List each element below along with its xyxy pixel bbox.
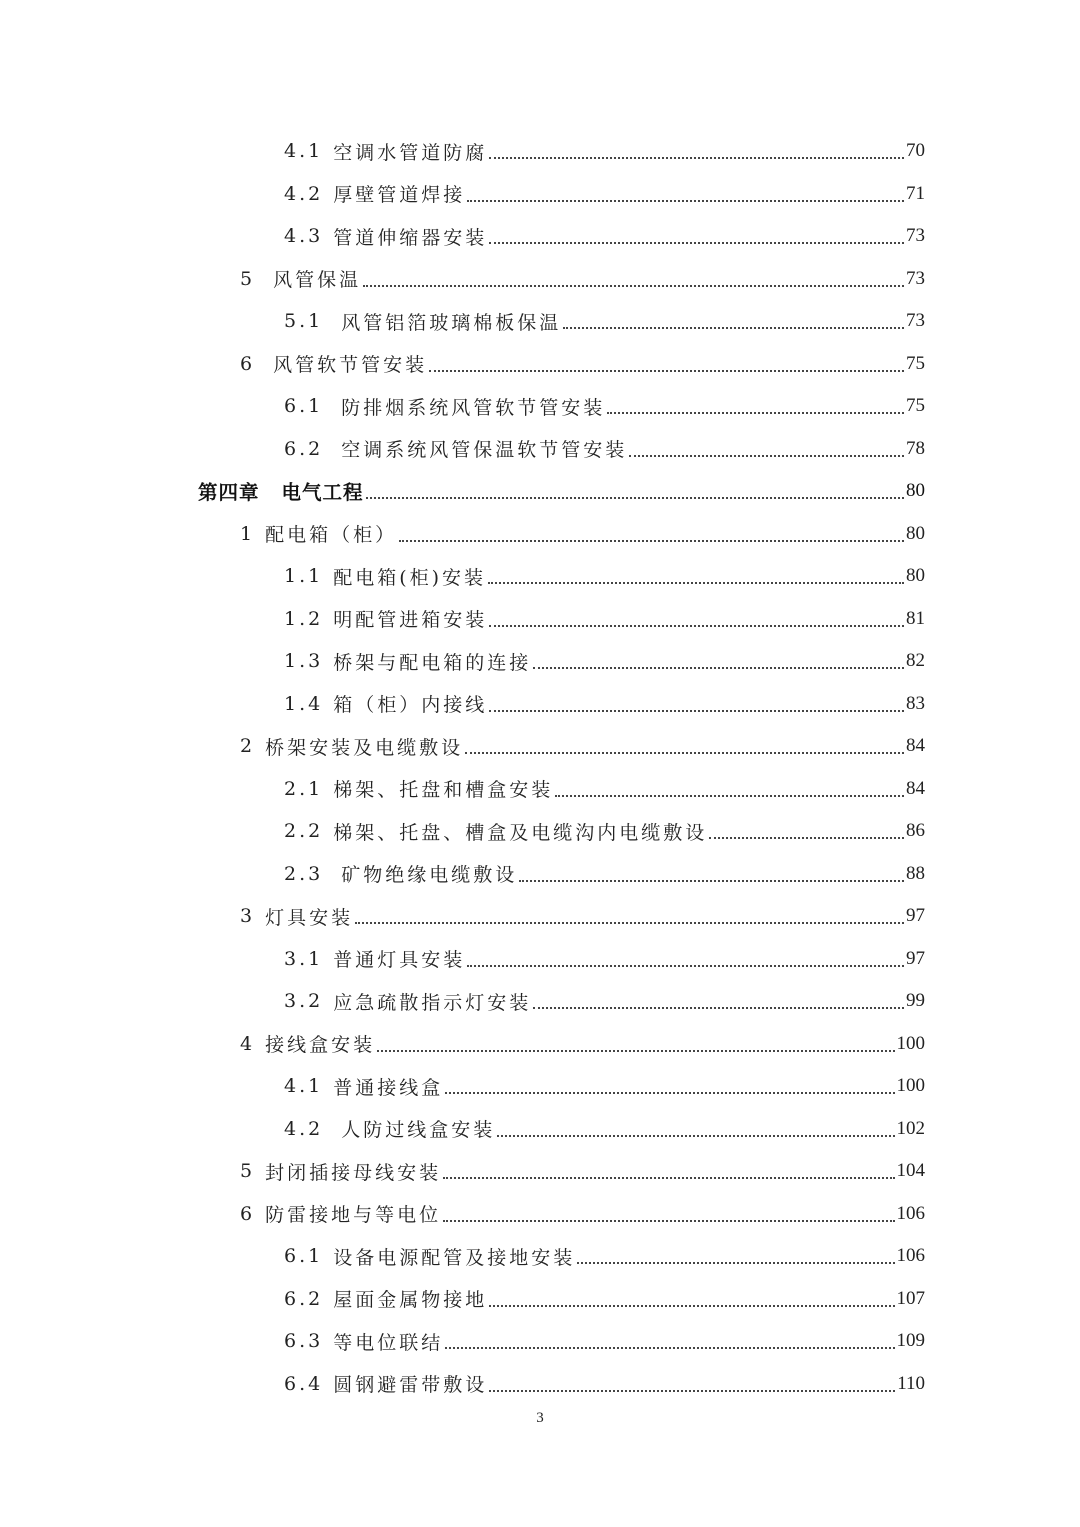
toc-entry-title: 风管铝箔玻璃棉板保温 bbox=[341, 311, 562, 334]
toc-entry-page: 110 bbox=[897, 1372, 925, 1394]
toc-entry-title: 矿物绝缘电缆敷设 bbox=[341, 864, 518, 887]
toc-dot-leader bbox=[445, 1092, 894, 1094]
toc-dot-leader bbox=[629, 455, 904, 457]
toc-dot-leader bbox=[355, 922, 904, 924]
toc-entry bbox=[0, 1108, 925, 1151]
toc-entry-title: 配电箱(柜)安装 bbox=[333, 566, 487, 589]
toc-entry-page: 73 bbox=[906, 310, 925, 332]
toc-entry bbox=[0, 1278, 925, 1321]
toc-entry-number: 1.4 bbox=[284, 692, 324, 715]
toc-dot-leader bbox=[489, 1305, 894, 1307]
toc-entry-page: 81 bbox=[906, 607, 925, 629]
toc-dot-leader bbox=[465, 752, 904, 754]
toc-entry bbox=[0, 555, 925, 598]
toc-entry bbox=[0, 768, 925, 811]
toc-entry-page: 102 bbox=[896, 1117, 925, 1139]
toc-entry-page: 73 bbox=[906, 267, 925, 289]
toc-entry bbox=[0, 343, 925, 386]
toc-dot-leader bbox=[497, 1135, 894, 1137]
toc-entry-number: 4.3 bbox=[284, 225, 324, 248]
toc-entry-page: 71 bbox=[906, 182, 925, 204]
toc-entry-page: 75 bbox=[906, 352, 925, 374]
toc-dot-leader bbox=[467, 200, 904, 202]
toc-entry-page: 106 bbox=[896, 1202, 925, 1224]
toc-entry-number: 5 bbox=[240, 267, 256, 290]
toc-dot-leader bbox=[377, 1050, 894, 1052]
toc-entry-page: 109 bbox=[896, 1330, 925, 1352]
toc-entry bbox=[0, 810, 925, 853]
toc-entry-page: 82 bbox=[906, 650, 925, 672]
toc-entry-title: 防排烟系统风管软节管安装 bbox=[341, 396, 606, 419]
toc-chapter-entry bbox=[0, 470, 925, 513]
toc-entry-page: 97 bbox=[906, 905, 925, 927]
toc-entry-title: 接线盒安装 bbox=[265, 1034, 376, 1057]
toc-dot-leader bbox=[489, 1390, 895, 1392]
toc-entry-title: 防雷接地与等电位 bbox=[265, 1204, 442, 1227]
toc-entry-number: 1 bbox=[240, 522, 256, 545]
toc-entry-number: 4.1 bbox=[284, 140, 324, 163]
toc-entry-page: 106 bbox=[896, 1245, 925, 1267]
toc-entry-title: 电气工程 bbox=[281, 481, 364, 505]
toc-entry bbox=[0, 725, 925, 768]
toc-entry-title: 明配管进箱安装 bbox=[333, 609, 488, 632]
toc-entry-page: 70 bbox=[906, 140, 925, 162]
toc-entry-number: 2 bbox=[240, 735, 256, 758]
toc-dot-leader bbox=[489, 157, 904, 159]
toc-entry-number: 6.2 bbox=[284, 1287, 324, 1310]
toc-entry-number: 6 bbox=[240, 352, 256, 375]
toc-entry-title: 厚壁管道焊接 bbox=[333, 184, 466, 207]
toc-entry-title: 梯架、托盘、槽盒及电缆沟内电缆敷设 bbox=[333, 821, 708, 844]
toc-entry-page: 80 bbox=[906, 522, 925, 544]
toc-entry-number: 6.1 bbox=[284, 1245, 324, 1268]
toc-entry-page: 80 bbox=[906, 565, 925, 587]
toc-entry-number: 3.2 bbox=[284, 990, 324, 1013]
toc-entry bbox=[0, 300, 925, 343]
toc-entry bbox=[0, 1065, 925, 1108]
toc-dot-leader bbox=[488, 582, 904, 584]
toc-entry-number: 5.1 bbox=[284, 310, 324, 333]
toc-entry-page: 100 bbox=[896, 1075, 925, 1097]
toc-entry-title: 梯架、托盘和槽盒安装 bbox=[333, 779, 554, 802]
toc-entry-number: 2.3 bbox=[284, 862, 324, 885]
toc-dot-leader bbox=[577, 1262, 894, 1264]
toc-entry-title: 管道伸缩器安装 bbox=[333, 226, 488, 249]
toc-entry bbox=[0, 895, 925, 938]
toc-entry bbox=[0, 683, 925, 726]
page-number: 3 bbox=[536, 1410, 544, 1426]
toc-entry-number: 6.2 bbox=[284, 437, 324, 460]
toc-entry-title: 桥架安装及电缆敷设 bbox=[265, 736, 464, 759]
toc-entry bbox=[0, 1363, 925, 1406]
toc-dot-leader bbox=[519, 880, 904, 882]
toc-entry-number: 1.1 bbox=[284, 565, 324, 588]
toc-entry-page: 83 bbox=[906, 692, 925, 714]
toc-dot-leader bbox=[533, 667, 904, 669]
toc-entry-page: 86 bbox=[906, 820, 925, 842]
toc-entry-number: 6 bbox=[240, 1202, 256, 1225]
toc-entry-title: 空调水管道防腐 bbox=[333, 141, 488, 164]
toc-entry bbox=[0, 428, 925, 471]
toc-dot-leader bbox=[399, 540, 904, 542]
toc-entry bbox=[0, 130, 925, 173]
toc-entry-number: 6.1 bbox=[284, 395, 324, 418]
toc-dot-leader bbox=[563, 327, 904, 329]
toc-entry bbox=[0, 513, 925, 556]
toc-entry-number: 3 bbox=[240, 905, 256, 928]
toc-entry-title: 封闭插接母线安装 bbox=[265, 1161, 442, 1184]
toc-entry-page: 75 bbox=[906, 395, 925, 417]
toc-entry-title: 空调系统风管保温软节管安装 bbox=[341, 439, 628, 462]
toc-dot-leader bbox=[489, 242, 904, 244]
toc-entry-number: 6.4 bbox=[284, 1372, 324, 1395]
toc-entry-number: 4.1 bbox=[284, 1075, 324, 1098]
toc-entry-number: 2.2 bbox=[284, 820, 324, 843]
toc-dot-leader bbox=[429, 370, 904, 372]
toc-dot-leader bbox=[443, 1220, 894, 1222]
toc-entry-title: 桥架与配电箱的连接 bbox=[333, 651, 532, 674]
toc-entry-title: 等电位联结 bbox=[333, 1331, 444, 1354]
toc-dot-leader bbox=[467, 965, 904, 967]
toc-entry-page: 80 bbox=[906, 480, 925, 502]
toc-dot-leader bbox=[366, 497, 904, 499]
toc-entry-number: 4.2 bbox=[284, 1117, 324, 1140]
toc-entry-number: 5 bbox=[240, 1160, 256, 1183]
toc-entry bbox=[0, 938, 925, 981]
toc-entry-number: 1.2 bbox=[284, 607, 324, 630]
table-of-contents bbox=[0, 130, 1080, 1405]
toc-dot-leader bbox=[709, 837, 904, 839]
toc-entry bbox=[0, 215, 925, 258]
toc-entry-title: 普通灯具安装 bbox=[333, 949, 466, 972]
toc-entry-title: 箱（柜）内接线 bbox=[333, 694, 488, 717]
toc-entry-title: 风管保温 bbox=[273, 269, 362, 292]
toc-entry-page: 104 bbox=[896, 1160, 925, 1182]
toc-entry bbox=[0, 640, 925, 683]
toc-entry bbox=[0, 1023, 925, 1066]
toc-entry-page: 73 bbox=[906, 225, 925, 247]
toc-dot-leader bbox=[555, 795, 904, 797]
toc-entry-title: 灯具安装 bbox=[265, 906, 354, 929]
toc-entry-page: 107 bbox=[896, 1287, 925, 1309]
toc-entry bbox=[0, 258, 925, 301]
toc-entry-number: 2.1 bbox=[284, 777, 324, 800]
toc-entry bbox=[0, 1150, 925, 1193]
toc-entry-number: 4.2 bbox=[284, 182, 324, 205]
toc-entry-page: 84 bbox=[906, 735, 925, 757]
toc-entry-page: 100 bbox=[896, 1032, 925, 1054]
toc-entry bbox=[0, 385, 925, 428]
toc-entry-title: 配电箱（柜） bbox=[265, 524, 398, 547]
toc-entry-number: 4 bbox=[240, 1032, 256, 1055]
toc-dot-leader bbox=[443, 1177, 894, 1179]
toc-dot-leader bbox=[607, 412, 904, 414]
toc-entry-page: 99 bbox=[906, 990, 925, 1012]
toc-entry bbox=[0, 853, 925, 896]
toc-entry-title: 人防过线盒安装 bbox=[341, 1119, 496, 1142]
toc-entry-title: 圆钢避雷带敷设 bbox=[333, 1374, 488, 1397]
toc-entry-page: 84 bbox=[906, 777, 925, 799]
toc-entry bbox=[0, 1320, 925, 1363]
toc-dot-leader bbox=[445, 1347, 894, 1349]
toc-entry-title: 屋面金属物接地 bbox=[333, 1289, 488, 1312]
toc-dot-leader bbox=[489, 710, 904, 712]
toc-entry bbox=[0, 1235, 925, 1278]
toc-entry-number: 1.3 bbox=[284, 650, 324, 673]
toc-entry-title: 风管软节管安装 bbox=[273, 354, 428, 377]
toc-entry bbox=[0, 173, 925, 216]
toc-entry-title: 普通接线盒 bbox=[333, 1076, 444, 1099]
toc-entry-title: 设备电源配管及接地安装 bbox=[333, 1246, 576, 1269]
toc-entry-title: 应急疏散指示灯安装 bbox=[333, 991, 532, 1014]
toc-entry-number: 第四章 bbox=[198, 481, 260, 505]
toc-dot-leader bbox=[533, 1007, 904, 1009]
toc-entry bbox=[0, 1193, 925, 1236]
toc-entry-page: 97 bbox=[906, 947, 925, 969]
toc-dot-leader bbox=[363, 285, 904, 287]
toc-entry-page: 78 bbox=[906, 437, 925, 459]
toc-entry-number: 3.1 bbox=[284, 947, 324, 970]
toc-entry-number: 6.3 bbox=[284, 1330, 324, 1353]
toc-entry bbox=[0, 598, 925, 641]
toc-dot-leader bbox=[489, 625, 904, 627]
toc-entry-page: 88 bbox=[906, 862, 925, 884]
toc-entry bbox=[0, 980, 925, 1023]
